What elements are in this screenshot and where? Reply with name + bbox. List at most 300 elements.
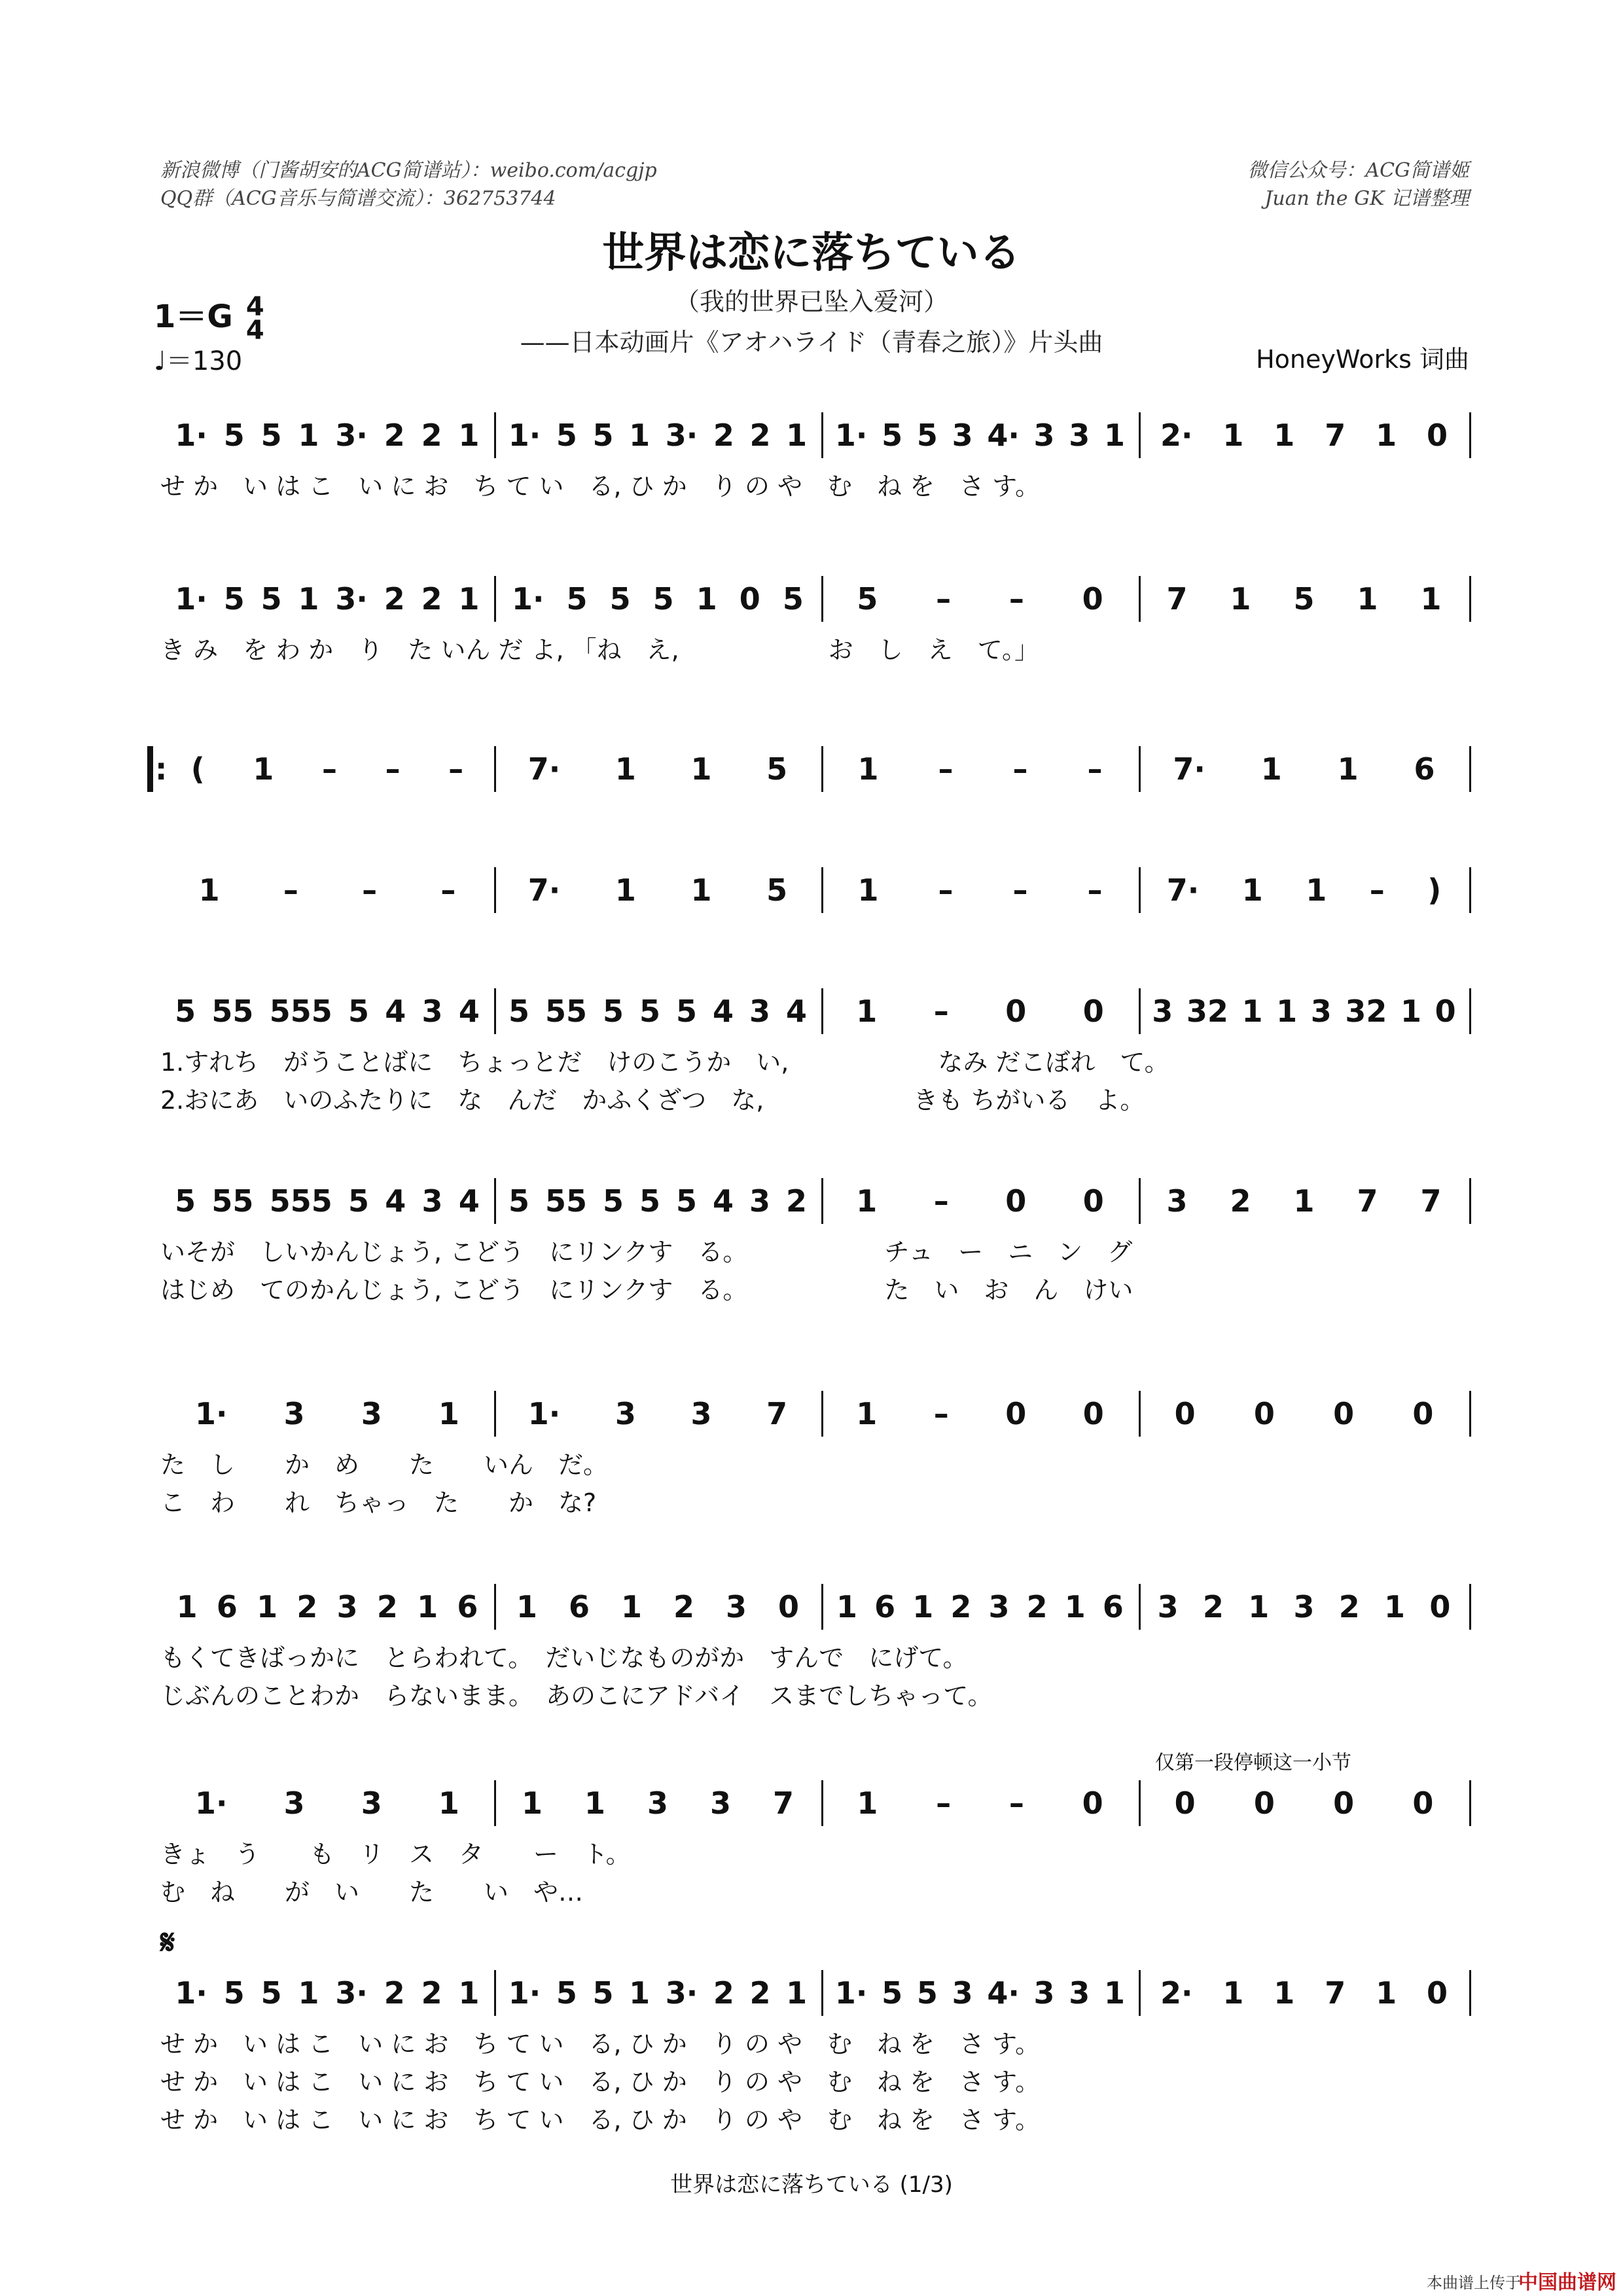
note: 1 bbox=[690, 872, 712, 908]
note: 1 bbox=[298, 581, 319, 617]
note: 0 bbox=[1005, 1396, 1027, 1431]
note: 6 bbox=[457, 1589, 478, 1624]
note: 1· bbox=[195, 1396, 228, 1431]
measure bbox=[1145, 746, 1463, 792]
note: 3 bbox=[1069, 418, 1090, 453]
barline bbox=[821, 1584, 823, 1630]
note: 6 bbox=[568, 1589, 590, 1624]
note: 5 bbox=[223, 1975, 245, 2011]
lyric-line: 2.おにあ いのふたりに な んだ かふくざつ な, きも ちがいる よ。 bbox=[160, 1086, 1145, 1115]
note: 3 bbox=[1310, 994, 1332, 1029]
note: 32 bbox=[1345, 994, 1387, 1029]
note: 2· bbox=[1160, 1975, 1193, 2011]
note: 5 bbox=[602, 994, 624, 1029]
note: 7 bbox=[1357, 1183, 1378, 1219]
note: 1 bbox=[516, 1589, 537, 1624]
note: 2 bbox=[1202, 1589, 1224, 1624]
key-label: 1＝G bbox=[154, 298, 233, 335]
barline bbox=[494, 412, 496, 458]
note: 1 bbox=[458, 581, 480, 617]
note: 1 bbox=[620, 1589, 642, 1624]
note: 1 bbox=[1400, 994, 1422, 1029]
barline bbox=[494, 1584, 496, 1630]
song-title: 世界は恋に落ちている bbox=[602, 229, 1021, 278]
segno-sign: 𝄋 bbox=[160, 1923, 175, 1962]
note: 1· bbox=[508, 418, 541, 453]
note: 5 bbox=[639, 994, 660, 1029]
barline bbox=[494, 1178, 496, 1224]
barline bbox=[821, 1391, 823, 1437]
measure bbox=[501, 412, 815, 458]
note: 0 bbox=[1174, 1396, 1196, 1431]
credit-weibo: 新浪微博（门酱胡安的ACG简谱站）：weibo.com/acgjp bbox=[160, 159, 657, 182]
measure bbox=[828, 1391, 1132, 1437]
note: 5 bbox=[348, 994, 369, 1029]
barline bbox=[1139, 1584, 1141, 1630]
note: 1 bbox=[857, 751, 879, 787]
note: 1 bbox=[629, 418, 651, 453]
barline bbox=[821, 988, 823, 1034]
note: – bbox=[936, 581, 952, 617]
note: 2 bbox=[749, 418, 771, 453]
barline bbox=[494, 746, 496, 792]
note: 3 bbox=[336, 1589, 358, 1624]
measure bbox=[501, 746, 815, 792]
note: – bbox=[321, 751, 337, 787]
measure bbox=[167, 1584, 488, 1630]
note: 5 bbox=[766, 751, 788, 787]
note: 3 bbox=[952, 1975, 973, 2011]
note: 3 bbox=[1069, 1975, 1090, 2011]
note: 1· bbox=[512, 581, 544, 617]
note: 1 bbox=[786, 1975, 808, 2011]
note: 1 bbox=[458, 1975, 480, 2011]
barline bbox=[494, 1391, 496, 1437]
note: 2 bbox=[296, 1589, 318, 1624]
note: 5 bbox=[508, 994, 529, 1029]
barline bbox=[821, 1970, 823, 2016]
note: 1· bbox=[834, 1975, 868, 2011]
measure bbox=[501, 1780, 815, 1826]
barline bbox=[1469, 1584, 1471, 1630]
note: 2 bbox=[376, 1589, 398, 1624]
note: 3 bbox=[283, 1396, 305, 1431]
note: 5 bbox=[223, 581, 245, 617]
note: 1 bbox=[1241, 872, 1263, 908]
note: 1 bbox=[298, 418, 319, 453]
barline bbox=[821, 1780, 823, 1826]
note: 5 bbox=[782, 581, 804, 617]
measure bbox=[501, 988, 815, 1034]
page-footer: 世界は恋に落ちている (1/3) bbox=[670, 2172, 953, 2198]
measure bbox=[167, 1178, 488, 1224]
note: 4· bbox=[987, 1975, 1020, 2011]
barline bbox=[1139, 988, 1141, 1034]
note: 7· bbox=[527, 872, 561, 908]
barline bbox=[147, 746, 153, 792]
note: 1 bbox=[198, 872, 220, 908]
note: 3 bbox=[1033, 1975, 1055, 2011]
note: 1 bbox=[1293, 1183, 1315, 1219]
measure bbox=[501, 1391, 815, 1437]
note: 4 bbox=[712, 1183, 734, 1219]
lyric-line: た し か め た いん だ。 bbox=[160, 1450, 609, 1479]
note: 2 bbox=[1026, 1589, 1048, 1624]
note: 0 bbox=[1082, 994, 1104, 1029]
note: 1 bbox=[176, 1589, 198, 1624]
note: 1 bbox=[857, 1785, 878, 1821]
note: 555 bbox=[269, 1183, 332, 1219]
note: – bbox=[385, 751, 401, 787]
note: 1 bbox=[1230, 581, 1251, 617]
measure bbox=[828, 746, 1132, 792]
lyric-line: いそが しいかんじょう, こどう にリンクす る。 チュ ー ニ ン グ bbox=[160, 1238, 1133, 1266]
measure bbox=[501, 867, 815, 913]
note: 7 bbox=[1166, 581, 1188, 617]
note: 4 bbox=[712, 994, 734, 1029]
note: – bbox=[933, 1396, 949, 1431]
note: 3 bbox=[749, 994, 770, 1029]
note: 0 bbox=[1435, 994, 1456, 1029]
barline bbox=[1469, 412, 1471, 458]
note: 55 bbox=[211, 994, 254, 1029]
note: 5 bbox=[223, 418, 245, 453]
measure bbox=[501, 1178, 815, 1224]
barline bbox=[1469, 576, 1471, 622]
note: 5 bbox=[766, 872, 788, 908]
note: 1· bbox=[195, 1785, 228, 1821]
note: 0 bbox=[1253, 1396, 1275, 1431]
measure bbox=[501, 1970, 815, 2016]
note: 55 bbox=[544, 994, 587, 1029]
measure bbox=[167, 1391, 488, 1437]
note: 5 bbox=[566, 581, 588, 617]
measure bbox=[167, 412, 488, 458]
lyric-line: せ か い は こ い に お ち て い る, ひ か り の や む ね を さ す。 bbox=[160, 2106, 1041, 2134]
note: – bbox=[440, 872, 456, 908]
note: 2 bbox=[950, 1589, 972, 1624]
measure bbox=[828, 412, 1132, 458]
credit-qq-group: QQ群（ACG音乐与简谱交流）：362753744 bbox=[160, 187, 556, 210]
note: – bbox=[938, 751, 954, 787]
note: 1 bbox=[912, 1589, 934, 1624]
note: 2 bbox=[383, 1975, 405, 2011]
note: 1· bbox=[834, 418, 868, 453]
note: 0 bbox=[1174, 1785, 1196, 1821]
note: 0 bbox=[1333, 1396, 1355, 1431]
note: 1· bbox=[175, 1975, 207, 2011]
note: 3 bbox=[952, 418, 973, 453]
note: – bbox=[933, 1183, 949, 1219]
measure bbox=[1145, 1970, 1463, 2016]
note: 3 bbox=[1152, 994, 1173, 1029]
note: 5 bbox=[1293, 581, 1315, 617]
note: 5 bbox=[175, 994, 196, 1029]
barline bbox=[1139, 412, 1141, 458]
note: 1 bbox=[253, 751, 274, 787]
note: 3 bbox=[709, 1785, 731, 1821]
note: 0 bbox=[1005, 1183, 1027, 1219]
note: 1 bbox=[1420, 581, 1442, 617]
note: 5 bbox=[556, 1975, 577, 2011]
note: 5 bbox=[556, 418, 577, 453]
note: 0 bbox=[1082, 1396, 1104, 1431]
note: 7· bbox=[527, 751, 561, 787]
note: 3 bbox=[361, 1785, 382, 1821]
note: 7 bbox=[1325, 418, 1346, 453]
note: 7 bbox=[1325, 1975, 1346, 2011]
lyric-line: きょ う も リ ス タ ー ト。 bbox=[160, 1840, 631, 1869]
note: 1 bbox=[836, 1589, 858, 1624]
note: 7· bbox=[1173, 751, 1205, 787]
site-logo: 中国曲谱网 bbox=[1518, 2271, 1616, 2294]
note: 0 bbox=[777, 1589, 799, 1624]
barline bbox=[1139, 576, 1141, 622]
credit-wechat: 微信公众号：ACG简谱姬 bbox=[1247, 159, 1469, 182]
note: 5 bbox=[175, 1183, 196, 1219]
measure bbox=[1145, 412, 1463, 458]
note: 1 bbox=[1104, 1975, 1126, 2011]
note: 3· bbox=[335, 581, 368, 617]
measure bbox=[167, 1780, 488, 1826]
note: 4 bbox=[458, 1183, 480, 1219]
measure bbox=[828, 1178, 1132, 1224]
note: 5 bbox=[882, 1975, 903, 2011]
note: 0 bbox=[1082, 1785, 1103, 1821]
note: 3 bbox=[1293, 1589, 1315, 1624]
barline bbox=[1469, 746, 1471, 792]
note: 1 bbox=[298, 1975, 319, 2011]
note: 1 bbox=[417, 1589, 438, 1624]
credit-transcriber: Juan the GK 记谱整理 bbox=[1264, 187, 1469, 210]
note: 1 bbox=[1260, 751, 1282, 787]
note: 3 bbox=[421, 994, 443, 1029]
note: 1 bbox=[438, 1396, 459, 1431]
note: 3 bbox=[1033, 418, 1055, 453]
note: – bbox=[1012, 872, 1028, 908]
note: 6 bbox=[874, 1589, 896, 1624]
note: 2 bbox=[383, 581, 405, 617]
barline bbox=[821, 576, 823, 622]
note: – bbox=[936, 1785, 952, 1821]
barline bbox=[1469, 1391, 1471, 1437]
note: 1 bbox=[1274, 1975, 1295, 2011]
barline bbox=[821, 746, 823, 792]
note: 5 bbox=[260, 1975, 282, 2011]
note: 5 bbox=[592, 1975, 614, 2011]
lyric-line: き み を わ か り た いん だ よ, 「ね え, お し え て。」 bbox=[160, 636, 1039, 664]
lyric-line: せ か い は こ い に お ち て い る, ひ か り の や む ね を さ す。 bbox=[160, 472, 1041, 501]
note: 1 bbox=[458, 418, 480, 453]
note: 1 bbox=[1384, 1589, 1406, 1624]
barline bbox=[821, 1178, 823, 1224]
note: – bbox=[362, 872, 378, 908]
note: 5 bbox=[652, 581, 674, 617]
barline bbox=[1469, 867, 1471, 913]
lyric-line: はじめ てのかんじょう, こどう にリンクす る。 た い お ん けい bbox=[160, 1276, 1133, 1304]
note: 1· bbox=[508, 1975, 541, 2011]
note: 0 bbox=[1412, 1396, 1434, 1431]
measure bbox=[828, 1780, 1132, 1826]
note: 0 bbox=[1333, 1785, 1355, 1821]
note: 5 bbox=[508, 1183, 529, 1219]
note: 7 bbox=[1420, 1183, 1442, 1219]
note: – bbox=[1087, 751, 1103, 787]
note: 1 bbox=[1357, 581, 1378, 617]
note: 5 bbox=[609, 581, 631, 617]
note: 1 bbox=[1241, 994, 1263, 1029]
note: 1 bbox=[1222, 418, 1244, 453]
song-subtitle: （我的世界已坠入爱河） bbox=[674, 287, 948, 316]
note: 1 bbox=[1376, 418, 1397, 453]
note: 3 bbox=[1157, 1589, 1179, 1624]
barline bbox=[494, 576, 496, 622]
note: 1 bbox=[521, 1785, 543, 1821]
note: 5 bbox=[882, 418, 903, 453]
time-signature bbox=[245, 292, 264, 346]
note: 1 bbox=[1274, 418, 1295, 453]
note: 2 bbox=[673, 1589, 694, 1624]
note: – bbox=[283, 872, 298, 908]
note: 3 bbox=[647, 1785, 668, 1821]
measure bbox=[167, 988, 488, 1034]
note: – bbox=[1008, 581, 1024, 617]
note: 1 bbox=[1306, 872, 1327, 908]
key-signature bbox=[154, 291, 264, 346]
measure bbox=[167, 867, 488, 913]
note: 5 bbox=[260, 581, 282, 617]
note: 3 bbox=[725, 1589, 747, 1624]
measure bbox=[828, 867, 1132, 913]
note: 1 bbox=[696, 581, 717, 617]
time-signature-top: 4 bbox=[245, 292, 264, 322]
note: 1· bbox=[175, 581, 207, 617]
note: 0 bbox=[739, 581, 760, 617]
note: 2 bbox=[1230, 1183, 1251, 1219]
measure bbox=[828, 576, 1132, 622]
note: 1· bbox=[175, 418, 207, 453]
measure bbox=[828, 1584, 1132, 1630]
note: 2 bbox=[749, 1975, 771, 2011]
note: 1 bbox=[1222, 1975, 1244, 2011]
lyric-line: じぶんのことわか らないまま。 あのこにアドバイ スまでしちゃって。 bbox=[160, 1681, 993, 1710]
note: 5 bbox=[348, 1183, 369, 1219]
note: 4· bbox=[987, 418, 1020, 453]
note: 3· bbox=[665, 1975, 698, 2011]
barline bbox=[494, 867, 496, 913]
note: 1 bbox=[856, 1183, 878, 1219]
note: – bbox=[1087, 872, 1103, 908]
note: 4 bbox=[385, 1183, 406, 1219]
repeat-dots: : bbox=[155, 751, 168, 787]
barline bbox=[1469, 988, 1471, 1034]
note: 6 bbox=[1414, 751, 1435, 787]
measure bbox=[1145, 1584, 1463, 1630]
measure bbox=[167, 746, 488, 792]
note: 2 bbox=[383, 418, 405, 453]
note: 1 bbox=[1376, 1975, 1397, 2011]
note: 2 bbox=[421, 418, 442, 453]
lyric-line: 1.すれち がうことばに ちょっとだ けのこうか い, なみ だこぼれ て。 bbox=[160, 1048, 1169, 1077]
note: 3· bbox=[665, 418, 698, 453]
note: 2 bbox=[785, 1183, 807, 1219]
note: 1 bbox=[584, 1785, 605, 1821]
measure bbox=[828, 988, 1132, 1034]
note: 1 bbox=[1337, 751, 1359, 787]
note: 1 bbox=[1064, 1589, 1086, 1624]
note: – bbox=[933, 994, 949, 1029]
note: 4 bbox=[385, 994, 406, 1029]
note: 1 bbox=[1104, 418, 1126, 453]
note: 3 bbox=[615, 1396, 636, 1431]
note: – bbox=[1369, 872, 1385, 908]
barline bbox=[494, 1780, 496, 1826]
lyric-line: せ か い は こ い に お ち て い る, ひ か り の や む ね を さ す。 bbox=[160, 2068, 1041, 2096]
measure bbox=[1145, 1178, 1463, 1224]
note: 5 bbox=[675, 1183, 697, 1219]
note: 0 bbox=[1412, 1785, 1434, 1821]
performance-note: 仅第一段停顿这一小节 bbox=[1155, 1751, 1351, 1774]
note: – bbox=[448, 751, 464, 787]
note: 3 bbox=[988, 1589, 1010, 1624]
measure bbox=[167, 576, 488, 622]
note: 4 bbox=[785, 994, 807, 1029]
note: 1 bbox=[1248, 1589, 1270, 1624]
note: 4 bbox=[458, 994, 480, 1029]
note: 3 bbox=[690, 1396, 712, 1431]
measure bbox=[828, 1970, 1132, 2016]
note: 0 bbox=[1253, 1785, 1275, 1821]
upload-note: 本曲谱上传于 bbox=[1427, 2274, 1521, 2292]
note: 5 bbox=[916, 418, 938, 453]
barline bbox=[1469, 1970, 1471, 2016]
note: 7 bbox=[772, 1785, 794, 1821]
note: 5 bbox=[592, 418, 614, 453]
note: 0 bbox=[1082, 581, 1103, 617]
note: 1 bbox=[857, 872, 879, 908]
note: 1 bbox=[856, 994, 878, 1029]
lyric-line: こ わ れ ちゃっ た か な? bbox=[160, 1488, 597, 1517]
composer-credit: HoneyWorks 词曲 bbox=[1256, 345, 1469, 374]
note: 3 bbox=[421, 1183, 443, 1219]
measure bbox=[1145, 1391, 1463, 1437]
note: 5 bbox=[260, 418, 282, 453]
note: 0 bbox=[1082, 1183, 1104, 1219]
barline bbox=[1469, 1780, 1471, 1826]
note: 5 bbox=[857, 581, 878, 617]
note: 555 bbox=[269, 994, 332, 1029]
note: ( bbox=[190, 751, 205, 787]
note: 1 bbox=[1276, 994, 1298, 1029]
note: 0 bbox=[1427, 1975, 1448, 2011]
note: 3 bbox=[361, 1396, 382, 1431]
note: 3 bbox=[283, 1785, 305, 1821]
time-signature-bottom: 4 bbox=[245, 315, 264, 346]
note: 6 bbox=[216, 1589, 238, 1624]
note: 1 bbox=[438, 1785, 459, 1821]
barline bbox=[1139, 1970, 1141, 2016]
note: 5 bbox=[675, 994, 697, 1029]
barline bbox=[821, 412, 823, 458]
note: 55 bbox=[211, 1183, 254, 1219]
measure bbox=[1145, 988, 1463, 1034]
barline bbox=[1139, 1391, 1141, 1437]
note: 3· bbox=[335, 418, 368, 453]
note: – bbox=[1008, 1785, 1024, 1821]
note: 1 bbox=[615, 751, 636, 787]
note: 2 bbox=[421, 1975, 442, 2011]
lyric-line: もくてきばっかに とらわれて。 だいじなものがか すんで にげて。 bbox=[160, 1643, 968, 1672]
